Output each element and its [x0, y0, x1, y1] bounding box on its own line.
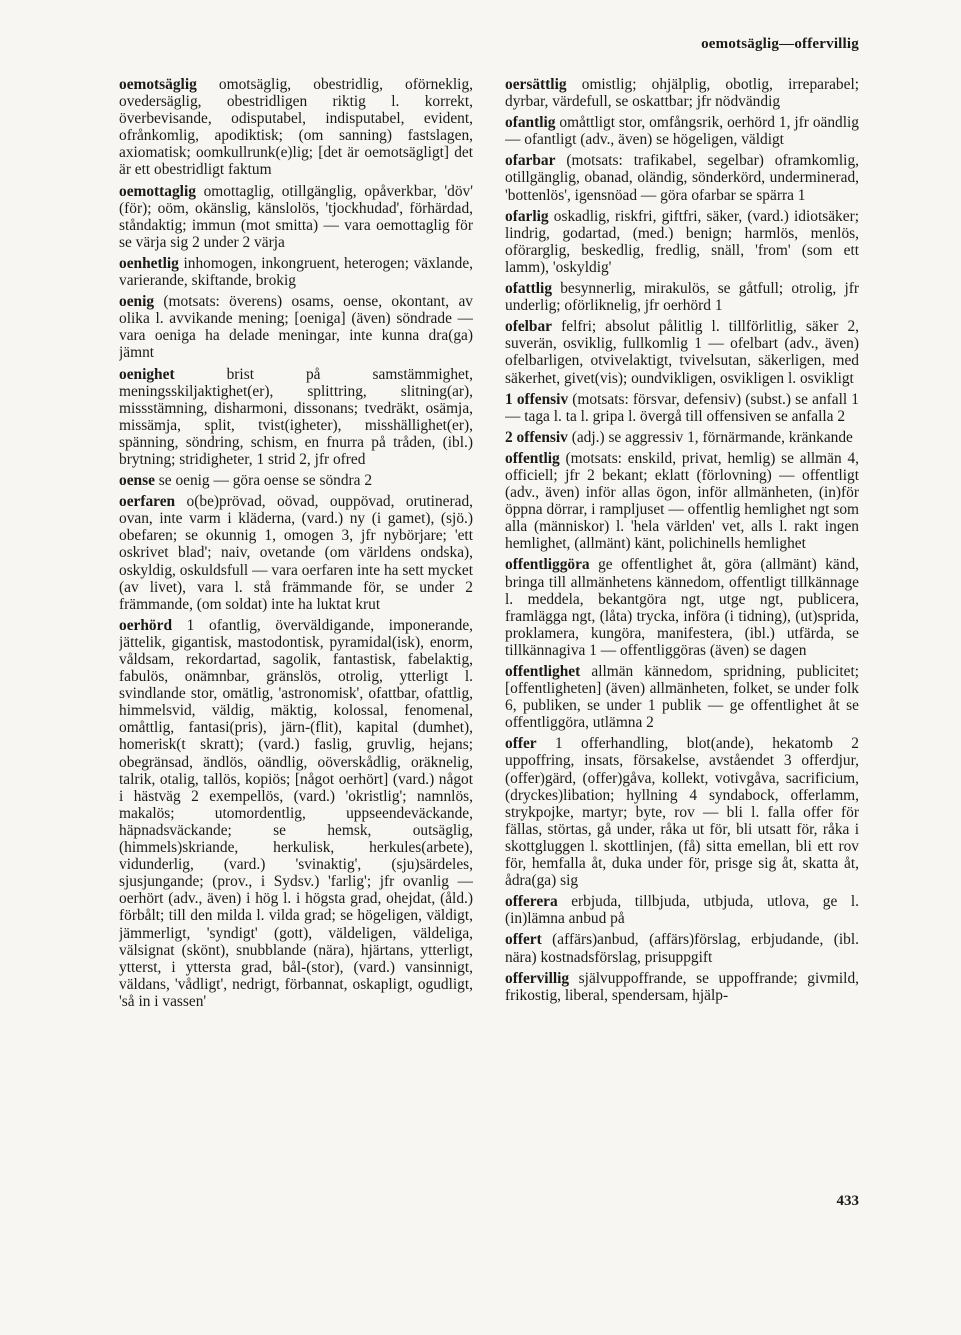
entry-headword: ofantlig [505, 114, 556, 132]
entry-definition: se oenig — göra oense se söndra 2 [154, 472, 373, 490]
entry [119, 183, 473, 251]
entry-definition: (motsats: trafikabel, segelbar) oframkomlig, otillgänglig, obanad, oländig, sönderkörd, underminerad, 'bottenlös', igensnöad — göra ofarbar se spärra 1 [505, 152, 859, 204]
running-head: oemotsäglig—offervillig [701, 36, 859, 52]
entry [119, 472, 473, 489]
entry-headword: oenhetlig [119, 254, 179, 272]
entry-headword: ofarbar [505, 152, 556, 170]
entry-definition: allmän kännedom, spridning, publicitet; [offentligheten] (även) allmänheten, folket, se under folk 6, publiken, se under 1 publik — ge offentlighet åt se offentliggöra, utlämna 2 [505, 663, 859, 732]
entry [119, 255, 473, 289]
entry-definition: besynnerlig, mirakulös, se gåtfull; otrolig, jfr underlig; oförliknelig, jfr oerhörd 1 [505, 280, 859, 315]
right-column [505, 76, 859, 1181]
entry-definition: felfri; absolut pålitlig l. tillförlitlig, säker 2, suverän, osviklig, fullkomlig 1 — ofelbart (adv., även) ofelbarligen, otvivelaktigt, tvivelsutan, säkerligen, med säkerhet, givet(vis); oundvikligen, osvikligen l. osvikligt [505, 318, 859, 387]
entry-definition: erbjuda, tillbjuda, utbjuda, utlova, ge l. (in)lämna anbud på [505, 893, 859, 928]
entry-definition: o(be)prövad, oövad, ouppövad, orutinerad, ovan, inte varm i kläderna, (vard.) ny (i gamet), (sjö.) obefaren; se okunnig 1, omogen 3, jfr nybörjare; 'ett oskrivet blad'; naiv, ovetande (om världens ondska), oskyldig, oskuldsfull — vara oerfaren inte ha sett mycket (av livet), vara l. stå främmande för, se under 2 främmande, (om soldat) inte ha luktat krut [119, 493, 473, 613]
entry [505, 208, 859, 276]
entry-definition: (motsats: enskild, privat, hemlig) se allmän 4, officiell; jfr 2 bekant; eklatt (förlovning) — offentligt (adv., även) inför allas ögon, inför allmänheten, (in)för öppna dörrar, i rampljuset — offentlig hemlighet ngt som alla (människor) l. 'hela världen' vet, alls l. rakt ingen hemlighet, (allmänt) känt, polichinells hemlighet [505, 449, 859, 553]
entry-definition: 1 offerhandling, blot(ande), hekatomb 2 uppoffring, insats, försakelse, avståendet 3 offerdjur, (offer)gärd, (offer)gåva, kollekt, votivgåva, sacrificium, (dryckes)libation; hyllning 4 syndabock, offerlamm, strykpojke, martyr; byte, rov — bli l. falla offer för fällas, störtas, gå under, råka ut för, bli utsatt för, råka i skottgluggen l. skottlinjen, (få) sitta emellan, bli ett rov för, hemfalla åt, duka under för, prisge sig åt, skatta åt, ådra(ga) sig [505, 735, 859, 890]
entry [505, 114, 859, 148]
entry-definition: (affärs)anbud, (affärs)förslag, erbjudande, (ibl. nära) kostnadsförslag, prisuppgift [505, 931, 859, 966]
entry-headword: oerfaren [119, 493, 176, 511]
entry [505, 931, 859, 965]
entry-definition: omottaglig, otillgänglig, opåverkbar, 'döv' (för); oöm, okänslig, känslolös, 'tjockhudad', förhärdad, ståndaktig; immun (mot smitta) — vara oemottaglig för se värja sig 2 under 2 värja [119, 182, 473, 251]
entry [505, 663, 859, 731]
entry-headword: offert [505, 931, 542, 949]
entry [505, 280, 859, 314]
entry-definition: ge offentlighet åt, göra (allmänt) känd, bringa till allmänhetens kännedom, offentligt tillkännage l. meddela, bekantgöra ngt, utge ngt, publicera, framlägga ngt, (låta) trycka, införa (i tidning), (ut)sprida, proklamera, kungöra, manifestera, (ibl.) utfärda, se tillkännagiva 1 — offentliggöras (även) se dagen [505, 556, 859, 659]
entry [505, 893, 859, 927]
entry [119, 76, 473, 179]
entry-headword: oenighet [119, 365, 175, 383]
entry-definition: omotsäglig, obestridlig, oförneklig, ovedersäglig, obestridligen riktig l. korrekt, överbevisande, odisputabel, indisputabel, evident, ofrånkomlig, apodiktisk; (om sanning) fastslagen, axiomatisk; oomkullrunk(e)lig; [det är oemotsägligt] det är ett obestridligt faktum [119, 76, 473, 179]
entry-definition: (motsats: försvar, defensiv) (subst.) se anfall 1 — taga l. ta l. gripa l. övergå till offensiven se anfalla 2 [505, 390, 859, 425]
entry-headword: offervillig [505, 969, 570, 987]
entry-headword: oemotsäglig [119, 76, 197, 93]
entry [505, 318, 859, 386]
entry-definition: (adj.) se aggressiv 1, förnärmande, kränkande [567, 428, 853, 446]
left-column [119, 76, 473, 1181]
entry-definition: självuppoffrande, se uppoffrande; givmild, frikostig, liberal, spendersam, hjälp- [505, 969, 859, 1004]
entry-headword: oense [119, 472, 155, 490]
entry-definition: omistlig; ohjälplig, obotlig, irreparabel; dyrbar, värdefull, se oskattbar; jfr nödvändig [505, 76, 859, 111]
entry [505, 429, 859, 446]
entry [505, 735, 859, 889]
entry-headword: 2 offensiv [505, 428, 568, 446]
entry-definition: oskadlig, riskfri, giftfri, säker, (vard.) idiotsäker; lindrig, godartad, (med.) benign; harmlös, menlös, oförarglig, beskedlig, fredlig, snäll, 'from' (som ett lamm), 'oskyldig' [505, 207, 859, 276]
entry-definition: omåttligt stor, omfångsrik, oerhörd 1, jfr oändlig — ofantligt (adv., även) se högeligen, väldigt [505, 114, 859, 149]
entry-headword: offerera [505, 893, 558, 911]
entry-definition: brist på samstämmighet, meningsskiljaktighet(er), splittring, slitning(ar), missstämning, disharmoni, dissonans; tvedräkt, osämja, missämja, split, tvist(igheter), misshällighet(er), spänning, söndring, schism, en fnurra på tråden, (ibl.) brytning; stridigheter, 1 strid 2, jfr ofred [119, 365, 473, 468]
entry-headword: oenig [119, 293, 155, 311]
entry-headword: 1 offensiv [505, 390, 569, 408]
entry [119, 493, 473, 613]
entry-definition: (motsats: överens) osams, oense, okontant, av olika l. avvikande mening; [oeniga] (även) söndrade — vara oeniga ha delade meningar, inte kunna dra(ga) jämnt [119, 293, 473, 362]
entry [505, 450, 859, 553]
entry [505, 152, 859, 203]
entry [505, 76, 859, 110]
entry [505, 556, 859, 659]
entry-definition: inhomogen, inkongruent, heterogen; växlande, varierande, skiftande, brokig [119, 254, 473, 290]
entry-headword: offer [505, 735, 537, 753]
entry-headword: oerhörd [119, 616, 173, 634]
entry-headword: offentliggöra [505, 556, 590, 574]
entry [505, 391, 859, 425]
entry-definition: 1 ofantlig, överväldigande, imponerande, jättelik, gigantisk, mastodontisk, pyramidal(isk), enorm, våldsam, rekordartad, sagolik, fantastisk, fabelaktig, fabulös, onämnbar, gränslös, otrolig, ytterligt l. svindlande stor, omätlig, 'astronomisk', ofattbar, ofattlig, himmelsvid, väldig, mäktig, kolossal, fenomenal, omåttlig, fantasi(pris), järn-(flit), kapital (dumhet), homerisk(t skratt); (vard.) faslig, gruvlig, hejans; obegränsad, ändlös, oändlig, oöverskådlig, oräknelig, talrik, otalig, tallös, kopiös; [något oerhört] (vard.) något i hästväg 2 exempellös, (vard.) 'okristlig'; namnlös, makalös; utomordentlig, uppseendeväckande, häpnadsväckande; se hemsk, outsäglig, (himmels)skriande, herkulisk, herkules(arbete), vidunderlig, (vard.) 'svinaktig', (sju)särdeles, sjusjungande; (prov., i Sydsv.) 'farlig'; jfr ovanlig — oerhört (adv., även) i hög l. i högsta grad, ohejdat, (åld.) förbålt; till den milda l. vilda grad; se högeligen, väldigt, jämmerligt, 'syndigt' (gott), väldeligen, väldeliga, välsignat (skönt), snubblande (nära), hjärtans, ytterligt, ytterst, i yttersta grad, bål-(stor), (vard.) vansinnigt, väldans, 'vådligt', nedrigt, förbannat, oskapligt, ogudligt, 'så in i vassen' [119, 616, 473, 1010]
entry-headword: offentlig [505, 449, 560, 467]
entry-headword: offentlighet [505, 663, 581, 680]
entry-headword: ofelbar [505, 318, 553, 336]
entry-headword: oersättlig [505, 76, 567, 93]
entry [119, 617, 473, 1010]
entry-headword: ofarlig [505, 207, 549, 225]
page-number: 433 [836, 1193, 859, 1209]
entry [119, 366, 473, 469]
entry-headword: ofattlig [505, 280, 553, 298]
entry [505, 970, 859, 1004]
entry [119, 293, 473, 361]
entry-headword: oemottaglig [119, 182, 196, 200]
